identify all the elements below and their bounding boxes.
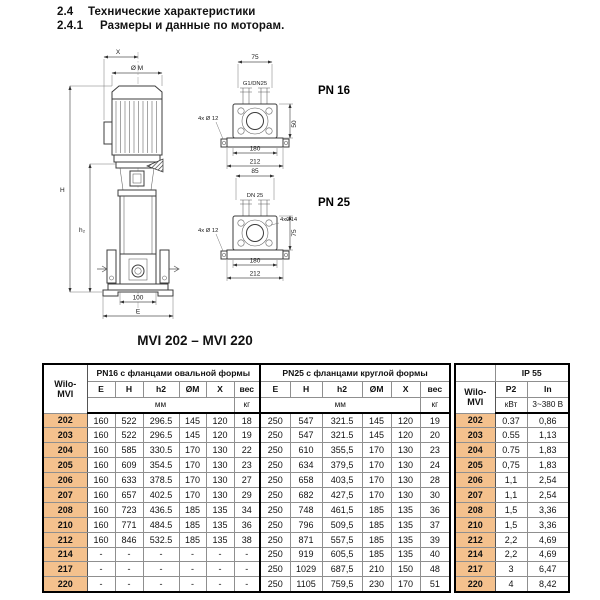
pn25-value-cell: 37 xyxy=(420,517,450,532)
pn16-value-cell: 22 xyxy=(234,443,260,458)
pn25-value-cell: 759,5 xyxy=(322,577,362,592)
col-header-pn25-h2: h2 xyxy=(322,381,362,397)
table-row xyxy=(455,428,569,443)
col-header-wilo-mvi xyxy=(43,364,87,413)
p2-value-cell: 1,5 xyxy=(495,517,527,532)
pn25-value-cell: 250 xyxy=(260,547,290,562)
pn25-value-cell: 919 xyxy=(290,547,322,562)
pn16-value-cell: 18 xyxy=(234,413,260,428)
table-row xyxy=(43,577,450,592)
pn16-value-cell: - xyxy=(234,577,260,592)
pn16-value-cell: 378.5 xyxy=(143,473,179,488)
pn16-value-cell: 23 xyxy=(234,458,260,473)
pn16-dim-port-spacing-label: 75 xyxy=(251,54,259,61)
pn25-value-cell: 321.5 xyxy=(322,413,362,428)
in-value-cell: 2,54 xyxy=(527,487,569,502)
pn25-value-cell: 461,5 xyxy=(322,502,362,517)
model-cell: 220 xyxy=(43,577,87,592)
pn16-value-cell: - xyxy=(115,547,143,562)
pn16-dim-bolt-spacing-label: 180 xyxy=(249,145,261,153)
pn25-value-cell: 427,5 xyxy=(322,487,362,502)
dimensions-table-body xyxy=(43,413,450,592)
p2-value-cell: 4 xyxy=(495,577,527,592)
pn16-value-cell: 657 xyxy=(115,487,143,502)
pn25-value-cell: 250 xyxy=(260,458,290,473)
pn25-value-cell: 796 xyxy=(290,517,322,532)
pn25-value-cell: 250 xyxy=(260,443,290,458)
range-title: MVI 202 – MVI 220 xyxy=(137,333,253,348)
subsection-heading xyxy=(57,20,284,32)
section-number: 2.4 xyxy=(57,6,74,18)
col-header-p2: P2 xyxy=(495,381,527,397)
pn25-value-cell: 23 xyxy=(420,443,450,458)
section-heading xyxy=(57,6,255,18)
pn16-connection-label: G1/DN25 xyxy=(242,81,268,87)
pn25-value-cell: 230 xyxy=(362,577,391,592)
pn16-value-cell: - xyxy=(179,562,206,577)
subsection-title: Размеры и данные по моторам. xyxy=(100,20,285,32)
table-row xyxy=(455,443,569,458)
p2-value-cell: 1,1 xyxy=(495,473,527,488)
table-row xyxy=(455,562,569,577)
pn25-value-cell: 871 xyxy=(290,532,322,547)
in-value-cell: 6,47 xyxy=(527,562,569,577)
model-cell: 203 xyxy=(43,428,87,443)
pn16-title: PN 16 xyxy=(318,85,350,97)
in-value-cell: 8,42 xyxy=(527,577,569,592)
pn25-value-cell: 250 xyxy=(260,428,290,443)
pn25-value-cell: 379,5 xyxy=(322,458,362,473)
pn25-value-cell: 250 xyxy=(260,487,290,502)
pn16-value-cell: 120 xyxy=(206,413,234,428)
table-row xyxy=(43,502,450,517)
model-cell: 205 xyxy=(43,458,87,473)
pn25-title: PN 25 xyxy=(318,197,350,209)
pn25-value-cell: 185 xyxy=(362,532,391,547)
pn16-value-cell: 160 xyxy=(87,428,115,443)
p2-value-cell: 2,2 xyxy=(495,547,527,562)
model-cell: 217 xyxy=(43,562,87,577)
units-pn25-kg: кг xyxy=(420,397,450,413)
p2-value-cell: 1,1 xyxy=(495,487,527,502)
pn16-value-cell: - xyxy=(143,547,179,562)
flange-pn25-drawing xyxy=(198,168,351,281)
pn16-value-cell: 130 xyxy=(206,443,234,458)
col-header-pn16-h: H xyxy=(115,381,143,397)
pn16-value-cell: 484.5 xyxy=(143,517,179,532)
units-pn16-kg: кг xyxy=(234,397,260,413)
pn16-value-cell: 185 xyxy=(179,502,206,517)
pn25-holes-right-label: 4xØ14 xyxy=(280,217,298,223)
pn25-value-cell: 1105 xyxy=(290,577,322,592)
model-cell: 208 xyxy=(43,502,87,517)
section-title: Технические характеристики xyxy=(88,6,256,18)
pn16-value-cell: 145 xyxy=(179,413,206,428)
pn16-value-cell: 185 xyxy=(179,517,206,532)
model-cell: 206 xyxy=(455,473,495,488)
pn25-value-cell: 682 xyxy=(290,487,322,502)
pn25-value-cell: 185 xyxy=(362,517,391,532)
col-header-in: In xyxy=(527,381,569,397)
units-pn25-mm: мм xyxy=(260,397,420,413)
pn16-value-cell: - xyxy=(206,547,234,562)
pn25-value-cell: 509,5 xyxy=(322,517,362,532)
pn25-value-cell: 170 xyxy=(362,487,391,502)
pn16-value-cell: - xyxy=(87,562,115,577)
pn25-value-cell: 150 xyxy=(391,562,420,577)
pn16-value-cell: 402.5 xyxy=(143,487,179,502)
pn16-value-cell: 170 xyxy=(179,458,206,473)
model-cell: 207 xyxy=(43,487,87,502)
p2-value-cell: 0.55 xyxy=(495,428,527,443)
pn16-value-cell: 436.5 xyxy=(143,502,179,517)
model-cell: 208 xyxy=(455,502,495,517)
model-cell: 206 xyxy=(43,473,87,488)
model-cell: 210 xyxy=(455,517,495,532)
pn25-value-cell: 135 xyxy=(391,547,420,562)
pn25-value-cell: 250 xyxy=(260,577,290,592)
wilo-label-line1: Wilo- xyxy=(54,378,77,389)
model-cell: 204 xyxy=(455,443,495,458)
pn16-value-cell: 723 xyxy=(115,502,143,517)
col-header-pn25-e: E xyxy=(260,381,290,397)
group-header-pn25: PN25 с фланцами круглой формы xyxy=(260,364,450,381)
table-row xyxy=(455,473,569,488)
pn16-value-cell: 130 xyxy=(206,458,234,473)
model-cell: 202 xyxy=(455,413,495,428)
pn25-value-cell: 135 xyxy=(391,532,420,547)
table-row xyxy=(455,502,569,517)
group-header-pn16: PN16 с фланцами овальной формы xyxy=(87,364,260,381)
pn16-value-cell: 130 xyxy=(206,487,234,502)
pn25-value-cell: 748 xyxy=(290,502,322,517)
pn25-value-cell: 36 xyxy=(420,502,450,517)
pn25-connection-label: DN 25 xyxy=(246,193,264,199)
pn16-value-cell: 135 xyxy=(206,532,234,547)
flow-arrow-left xyxy=(97,266,107,272)
pn25-dim-bolt-spacing-label: 180 xyxy=(249,257,261,265)
table-row xyxy=(43,532,450,547)
pn25-value-cell: 170 xyxy=(391,577,420,592)
flow-arrow-right xyxy=(169,266,179,272)
pn16-value-cell: 771 xyxy=(115,517,143,532)
pn25-value-cell: 185 xyxy=(362,502,391,517)
pn25-value-cell: 170 xyxy=(362,443,391,458)
col-header-pn16-weight: вес xyxy=(234,381,260,397)
pn25-value-cell: 170 xyxy=(362,458,391,473)
col-header-pn25-h: H xyxy=(290,381,322,397)
pn25-value-cell: 605,5 xyxy=(322,547,362,562)
table-row xyxy=(455,547,569,562)
table-row xyxy=(43,428,450,443)
p2-value-cell: 0,75 xyxy=(495,458,527,473)
pn25-value-cell: 24 xyxy=(420,458,450,473)
pn25-value-cell: 250 xyxy=(260,562,290,577)
table-row xyxy=(43,487,450,502)
col-header-wilo-mvi-motor xyxy=(455,381,495,413)
pn16-value-cell: 330.5 xyxy=(143,443,179,458)
pn16-value-cell: 135 xyxy=(206,502,234,517)
pn16-value-cell: - xyxy=(179,577,206,592)
pn16-value-cell: 633 xyxy=(115,473,143,488)
pn25-value-cell: 130 xyxy=(391,487,420,502)
pn16-dim-width-label: 212 xyxy=(249,158,261,166)
col-header-pn16-dm: ØM xyxy=(179,381,206,397)
pn16-value-cell: 160 xyxy=(87,532,115,547)
model-cell: 207 xyxy=(455,487,495,502)
pn16-value-cell: 19 xyxy=(234,428,260,443)
p2-value-cell: 0.37 xyxy=(495,413,527,428)
pn16-dim-height-label: 50 xyxy=(291,120,298,128)
model-cell: 220 xyxy=(455,577,495,592)
pn16-value-cell: - xyxy=(87,547,115,562)
model-cell: 212 xyxy=(455,532,495,547)
pn16-value-cell: 120 xyxy=(206,428,234,443)
pn25-value-cell: 1029 xyxy=(290,562,322,577)
pn25-value-cell: 610 xyxy=(290,443,322,458)
pn25-value-cell: 547 xyxy=(290,428,322,443)
table-row xyxy=(455,458,569,473)
terminal-box xyxy=(104,122,112,144)
pn25-holes-left-label: 4x Ø 12 xyxy=(198,228,219,234)
pn25-value-cell: 687,5 xyxy=(322,562,362,577)
pn16-value-cell: 585 xyxy=(115,443,143,458)
pn25-value-cell: 170 xyxy=(362,473,391,488)
col-header-pn25-weight: вес xyxy=(420,381,450,397)
pn25-value-cell: 250 xyxy=(260,517,290,532)
pn16-value-cell: 522 xyxy=(115,428,143,443)
p2-value-cell: 1,5 xyxy=(495,502,527,517)
pn25-value-cell: 355,5 xyxy=(322,443,362,458)
pn16-value-cell: 170 xyxy=(179,443,206,458)
pn25-value-cell: 250 xyxy=(260,532,290,547)
pn16-value-cell: 34 xyxy=(234,502,260,517)
units-pn16-mm: мм xyxy=(87,397,234,413)
pn25-value-cell: 130 xyxy=(391,458,420,473)
pn16-value-cell: - xyxy=(206,577,234,592)
wilo-label-line2: MVI xyxy=(57,388,74,399)
pn16-value-cell: - xyxy=(87,577,115,592)
table-row xyxy=(43,547,450,562)
pn16-value-cell: 160 xyxy=(87,502,115,517)
table-row xyxy=(455,532,569,547)
pn16-value-cell: 160 xyxy=(87,443,115,458)
model-cell: 202 xyxy=(43,413,87,428)
pn16-value-cell: - xyxy=(115,562,143,577)
pn16-value-cell: 609 xyxy=(115,458,143,473)
wilo-label-line1: Wilo- xyxy=(464,387,487,397)
p2-value-cell: 3 xyxy=(495,562,527,577)
pn25-value-cell: 634 xyxy=(290,458,322,473)
table-row xyxy=(455,517,569,532)
pump-outline-drawing xyxy=(60,49,179,319)
pn25-value-cell: 250 xyxy=(260,413,290,428)
model-cell: 210 xyxy=(43,517,87,532)
pn25-value-cell: 557,5 xyxy=(322,532,362,547)
pn16-value-cell: 27 xyxy=(234,473,260,488)
col-header-pn16-x: X xyxy=(206,381,234,397)
dimensions-table xyxy=(42,363,451,593)
pump-dim-e-label: E xyxy=(135,308,141,316)
pn16-holes-left-label: 4x Ø 12 xyxy=(198,116,219,122)
pn25-value-cell: 135 xyxy=(391,502,420,517)
in-value-cell: 1,83 xyxy=(527,458,569,473)
pn16-value-cell: 160 xyxy=(87,517,115,532)
units-p2-kw: кВт xyxy=(495,397,527,413)
table-row xyxy=(455,577,569,592)
table-row xyxy=(43,562,450,577)
pn16-value-cell: - xyxy=(234,547,260,562)
wilo-label-line2: MVI xyxy=(467,397,484,407)
pn25-value-cell: 547 xyxy=(290,413,322,428)
pump-dim-base-width-label: 100 xyxy=(132,294,144,302)
col-header-pn25-dm: ØM xyxy=(362,381,391,397)
pn25-value-cell: 28 xyxy=(420,473,450,488)
p2-value-cell: 2,2 xyxy=(495,532,527,547)
in-value-cell: 2,54 xyxy=(527,473,569,488)
units-in-voltage: 3~380 В xyxy=(527,397,569,413)
pn16-value-cell: 160 xyxy=(87,458,115,473)
pn16-value-cell: 170 xyxy=(179,487,206,502)
pn25-value-cell: 20 xyxy=(420,428,450,443)
pn25-value-cell: 120 xyxy=(391,428,420,443)
in-value-cell: 3,36 xyxy=(527,517,569,532)
pn16-value-cell: - xyxy=(143,577,179,592)
pn25-value-cell: 250 xyxy=(260,502,290,517)
pn25-value-cell: 403,5 xyxy=(322,473,362,488)
technical-drawing xyxy=(50,40,370,340)
model-cell: 212 xyxy=(43,532,87,547)
col-header-pn16-e: E xyxy=(87,381,115,397)
group-header-ip55: IP 55 xyxy=(495,364,569,381)
p2-value-cell: 0.75 xyxy=(495,443,527,458)
pn25-value-cell: 250 xyxy=(260,473,290,488)
pn16-value-cell: 354.5 xyxy=(143,458,179,473)
pn16-value-cell: 160 xyxy=(87,473,115,488)
motor-table-blank-cell xyxy=(455,364,495,381)
pn16-value-cell: 532.5 xyxy=(143,532,179,547)
pn16-value-cell: 160 xyxy=(87,413,115,428)
pn16-value-cell: 160 xyxy=(87,487,115,502)
pn25-value-cell: 130 xyxy=(391,443,420,458)
in-value-cell: 4,69 xyxy=(527,547,569,562)
table-row xyxy=(43,458,450,473)
pump-dim-diameter-label: Ø M xyxy=(130,65,144,72)
model-cell: 217 xyxy=(455,562,495,577)
table-row xyxy=(43,443,450,458)
pn25-value-cell: 19 xyxy=(420,413,450,428)
pn16-value-cell: 846 xyxy=(115,532,143,547)
in-value-cell: 4,69 xyxy=(527,532,569,547)
motor-table-body xyxy=(455,413,569,592)
motor-table xyxy=(454,363,570,593)
pn25-value-cell: 130 xyxy=(391,473,420,488)
pn16-value-cell: 38 xyxy=(234,532,260,547)
pump-dim-height-label: H xyxy=(60,187,65,194)
table-row xyxy=(43,413,450,428)
col-header-pn25-x: X xyxy=(391,381,420,397)
pn16-value-cell: - xyxy=(115,577,143,592)
pn16-value-cell: - xyxy=(206,562,234,577)
pump-dim-h2-label: h₂ xyxy=(79,227,86,234)
pn16-value-cell: 296.5 xyxy=(143,428,179,443)
table-row xyxy=(455,487,569,502)
pn25-value-cell: 30 xyxy=(420,487,450,502)
model-cell: 214 xyxy=(455,547,495,562)
pn25-value-cell: 51 xyxy=(420,577,450,592)
pn25-value-cell: 145 xyxy=(362,428,391,443)
pn25-dim-port-spacing-label: 85 xyxy=(251,168,259,175)
in-value-cell: 1,83 xyxy=(527,443,569,458)
pn16-value-cell: 522 xyxy=(115,413,143,428)
pn25-dim-width-label: 212 xyxy=(249,270,261,278)
model-cell: 214 xyxy=(43,547,87,562)
pn16-value-cell: - xyxy=(179,547,206,562)
pn16-value-cell: 170 xyxy=(179,473,206,488)
in-value-cell: 1,13 xyxy=(527,428,569,443)
table-row xyxy=(455,413,569,428)
pn25-value-cell: 185 xyxy=(362,547,391,562)
flange-pn16-drawing xyxy=(198,54,350,169)
suction-port xyxy=(132,265,144,277)
pn25-value-cell: 321.5 xyxy=(322,428,362,443)
model-cell: 205 xyxy=(455,458,495,473)
subsection-number: 2.4.1 xyxy=(57,20,84,32)
pn25-value-cell: 40 xyxy=(420,547,450,562)
pn16-value-cell: 36 xyxy=(234,517,260,532)
pn25-value-cell: 48 xyxy=(420,562,450,577)
pn25-value-cell: 120 xyxy=(391,413,420,428)
col-header-pn16-h2: h2 xyxy=(143,381,179,397)
pn16-value-cell: 130 xyxy=(206,473,234,488)
pn25-value-cell: 135 xyxy=(391,517,420,532)
pn16-value-cell: 135 xyxy=(206,517,234,532)
pn25-value-cell: 210 xyxy=(362,562,391,577)
pn16-value-cell: 145 xyxy=(179,428,206,443)
pn25-value-cell: 658 xyxy=(290,473,322,488)
pn16-value-cell: 29 xyxy=(234,487,260,502)
model-cell: 203 xyxy=(455,428,495,443)
table-row xyxy=(43,473,450,488)
in-value-cell: 3,36 xyxy=(527,502,569,517)
table-row xyxy=(43,517,450,532)
pn16-value-cell: - xyxy=(143,562,179,577)
pn25-dim-height-label: 75 xyxy=(291,229,298,237)
pn25-value-cell: 145 xyxy=(362,413,391,428)
pn16-value-cell: - xyxy=(234,562,260,577)
in-value-cell: 0,86 xyxy=(527,413,569,428)
pump-dim-x-label: X xyxy=(115,49,121,56)
model-cell: 204 xyxy=(43,443,87,458)
pn16-value-cell: 296.5 xyxy=(143,413,179,428)
pn16-value-cell: 185 xyxy=(179,532,206,547)
pn25-value-cell: 39 xyxy=(420,532,450,547)
